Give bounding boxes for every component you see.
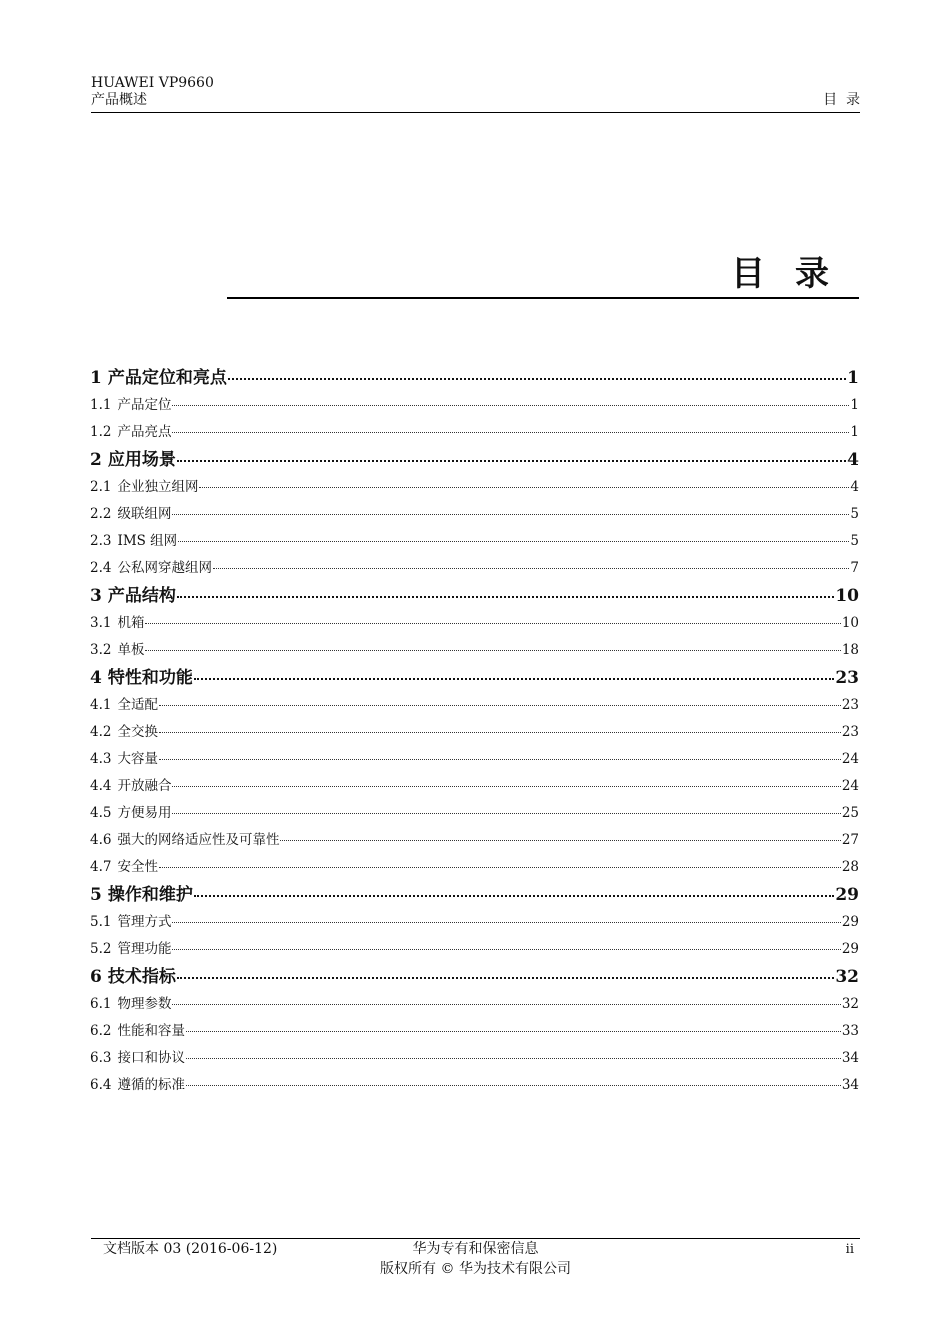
toc-page-number: 33 xyxy=(841,1023,859,1039)
toc-section-entry[interactable] xyxy=(90,746,859,773)
footer-rule xyxy=(91,1238,860,1239)
toc-section-entry[interactable] xyxy=(90,474,859,501)
toc-page-number: 1 xyxy=(850,397,859,413)
title-rule xyxy=(227,297,859,299)
toc-entry-number: 4.4 xyxy=(90,778,112,794)
page-header xyxy=(91,75,860,109)
header-section-name: 目 录 xyxy=(823,92,860,108)
toc-dot-leader xyxy=(159,732,841,733)
toc-entry-number: 4 xyxy=(90,668,102,688)
footer-confidentiality: 华为专有和保密信息 xyxy=(412,1241,539,1257)
toc-entry-number: 4.7 xyxy=(90,859,112,875)
toc-page-number: 32 xyxy=(835,967,859,987)
toc-entry-number: 4.6 xyxy=(90,832,112,848)
toc-page-number: 5 xyxy=(850,533,859,549)
toc-page-number: 29 xyxy=(841,914,859,930)
toc-dot-leader xyxy=(145,623,840,624)
toc-entry-title: 全适配 xyxy=(117,697,158,713)
toc-dot-leader xyxy=(159,759,841,760)
footer-copyright: 版权所有 © 华为技术有限公司 xyxy=(380,1261,571,1277)
toc-dot-leader xyxy=(194,895,834,897)
toc-entry-number: 6 xyxy=(90,967,102,987)
toc-section-entry[interactable] xyxy=(90,692,859,719)
toc-entry-number: 5.2 xyxy=(90,941,112,957)
toc-dot-leader xyxy=(194,678,834,680)
toc-entry-title: 性能和容量 xyxy=(117,1023,185,1039)
toc-entry-title: 大容量 xyxy=(117,751,158,767)
toc-entry-title: 安全性 xyxy=(117,859,158,875)
toc-entry-number: 4.2 xyxy=(90,724,112,740)
footer-page-number: ii xyxy=(845,1242,854,1257)
toc-entry-number: 6.3 xyxy=(90,1050,112,1066)
toc-page-number: 34 xyxy=(841,1077,859,1093)
toc-page-number: 24 xyxy=(841,751,859,767)
toc-page-number: 28 xyxy=(841,859,859,875)
table-of-contents xyxy=(90,364,859,1099)
toc-entry-title: 操作和维护 xyxy=(107,885,193,905)
toc-section-entry[interactable] xyxy=(90,936,859,963)
toc-entry-title: 方便易用 xyxy=(117,805,172,821)
toc-entry-number: 5 xyxy=(90,885,102,905)
toc-dot-leader xyxy=(177,460,846,462)
toc-entry-title: 管理方式 xyxy=(117,914,172,930)
toc-entry-title: 产品定位 xyxy=(117,397,172,413)
toc-dot-leader xyxy=(172,514,849,515)
toc-page-number: 27 xyxy=(841,832,859,848)
toc-entry-number: 1.2 xyxy=(90,424,112,440)
toc-entry-title: 应用场景 xyxy=(107,450,176,470)
toc-section-entry[interactable] xyxy=(90,1072,859,1099)
toc-entry-number: 2.4 xyxy=(90,560,112,576)
toc-page-number: 32 xyxy=(841,996,859,1012)
toc-dot-leader xyxy=(159,705,841,706)
toc-section-entry[interactable] xyxy=(90,610,859,637)
toc-entry-title: 遵循的标准 xyxy=(117,1077,185,1093)
toc-entry-number: 4.3 xyxy=(90,751,112,767)
toc-chapter-entry[interactable] xyxy=(90,882,859,909)
toc-page-number: 23 xyxy=(835,668,859,688)
toc-page-number: 24 xyxy=(841,778,859,794)
toc-entry-title: 技术指标 xyxy=(107,967,176,987)
toc-entry-number: 3.1 xyxy=(90,615,112,631)
toc-dot-leader xyxy=(172,922,840,923)
toc-dot-leader xyxy=(172,949,840,950)
toc-section-entry[interactable] xyxy=(90,719,859,746)
toc-section-entry[interactable] xyxy=(90,555,859,582)
toc-page-number: 18 xyxy=(841,642,859,658)
toc-entry-title: IMS 组网 xyxy=(117,533,178,549)
toc-chapter-entry[interactable] xyxy=(90,964,859,991)
page-title: 目录 xyxy=(731,254,859,294)
toc-page-number: 10 xyxy=(841,615,859,631)
toc-entry-title: 单板 xyxy=(117,642,145,658)
toc-entry-title: 机箱 xyxy=(117,615,145,631)
toc-chapter-entry[interactable] xyxy=(90,365,859,392)
footer-doc-version: 文档版本 03 (2016-06-12) xyxy=(103,1241,278,1257)
toc-dot-leader xyxy=(228,378,846,380)
toc-dot-leader xyxy=(186,1031,841,1032)
toc-dot-leader xyxy=(172,1004,840,1005)
toc-section-entry[interactable] xyxy=(90,528,859,555)
toc-section-entry[interactable] xyxy=(90,800,859,827)
toc-dot-leader xyxy=(177,977,834,979)
toc-page-number: 7 xyxy=(850,560,859,576)
toc-entry-number: 6.4 xyxy=(90,1077,112,1093)
toc-dot-leader xyxy=(186,1085,841,1086)
toc-entry-title: 管理功能 xyxy=(117,941,172,957)
toc-page-number: 5 xyxy=(850,506,859,522)
toc-dot-leader xyxy=(159,867,841,868)
toc-chapter-entry[interactable] xyxy=(90,583,859,610)
toc-dot-leader xyxy=(178,541,849,542)
toc-entry-number: 6.1 xyxy=(90,996,112,1012)
toc-page-number: 25 xyxy=(841,805,859,821)
toc-entry-title: 物理参数 xyxy=(117,996,172,1012)
toc-dot-leader xyxy=(213,568,849,569)
toc-page-number: 10 xyxy=(835,586,859,606)
toc-section-entry[interactable] xyxy=(90,637,859,664)
toc-section-entry[interactable] xyxy=(90,991,859,1018)
toc-page-number: 4 xyxy=(850,479,859,495)
toc-section-entry[interactable] xyxy=(90,1018,859,1045)
toc-page-number: 1 xyxy=(847,368,859,388)
toc-entry-title: 产品亮点 xyxy=(117,424,172,440)
toc-entry-number: 3.2 xyxy=(90,642,112,658)
header-product-name: HUAWEI VP9660 xyxy=(91,75,214,91)
toc-page-number: 29 xyxy=(841,941,859,957)
toc-entry-title: 产品结构 xyxy=(107,586,176,606)
toc-entry-title: 企业独立组网 xyxy=(117,479,199,495)
toc-entry-title: 级联组网 xyxy=(117,506,172,522)
toc-entry-number: 4.5 xyxy=(90,805,112,821)
toc-entry-title: 产品定位和亮点 xyxy=(107,368,227,388)
toc-dot-leader xyxy=(186,1058,841,1059)
toc-entry-title: 接口和协议 xyxy=(117,1050,185,1066)
toc-entry-number: 1 xyxy=(90,368,102,388)
toc-dot-leader xyxy=(199,487,849,488)
toc-entry-number: 1.1 xyxy=(90,397,112,413)
toc-chapter-entry[interactable] xyxy=(90,447,859,474)
header-doc-type: 产品概述 xyxy=(91,92,147,108)
toc-entry-title: 全交换 xyxy=(117,724,158,740)
toc-entry-number: 6.2 xyxy=(90,1023,112,1039)
toc-entry-number: 2.3 xyxy=(90,533,112,549)
toc-dot-leader xyxy=(172,786,840,787)
toc-section-entry[interactable] xyxy=(90,854,859,881)
toc-dot-leader xyxy=(177,596,834,598)
toc-dot-leader xyxy=(172,813,840,814)
toc-entry-title: 特性和功能 xyxy=(107,668,193,688)
toc-section-entry[interactable] xyxy=(90,827,859,854)
header-rule xyxy=(91,112,860,113)
toc-entry-number: 3 xyxy=(90,586,102,606)
toc-entry-number: 2 xyxy=(90,450,102,470)
toc-dot-leader xyxy=(172,432,849,433)
toc-dot-leader xyxy=(280,840,840,841)
toc-entry-number: 2.1 xyxy=(90,479,112,495)
toc-section-entry[interactable] xyxy=(90,1045,859,1072)
toc-entry-number: 4.1 xyxy=(90,697,112,713)
toc-entry-title: 公私网穿越组网 xyxy=(117,560,212,576)
toc-section-entry[interactable] xyxy=(90,419,859,446)
toc-section-entry[interactable] xyxy=(90,773,859,800)
toc-chapter-entry[interactable] xyxy=(90,665,859,692)
toc-entry-title: 强大的网络适应性及可靠性 xyxy=(117,832,280,848)
toc-entry-number: 2.2 xyxy=(90,506,112,522)
toc-entry-number: 5.1 xyxy=(90,914,112,930)
toc-entry-title: 开放融合 xyxy=(117,778,172,794)
toc-page-number: 34 xyxy=(841,1050,859,1066)
toc-dot-leader xyxy=(145,650,840,651)
toc-page-number: 1 xyxy=(850,424,859,440)
toc-section-entry[interactable] xyxy=(90,501,859,528)
toc-page-number: 4 xyxy=(847,450,859,470)
toc-dot-leader xyxy=(172,405,849,406)
toc-section-entry[interactable] xyxy=(90,909,859,936)
toc-page-number: 23 xyxy=(841,697,859,713)
toc-page-number: 29 xyxy=(835,885,859,905)
toc-section-entry[interactable] xyxy=(90,392,859,419)
toc-page-number: 23 xyxy=(841,724,859,740)
